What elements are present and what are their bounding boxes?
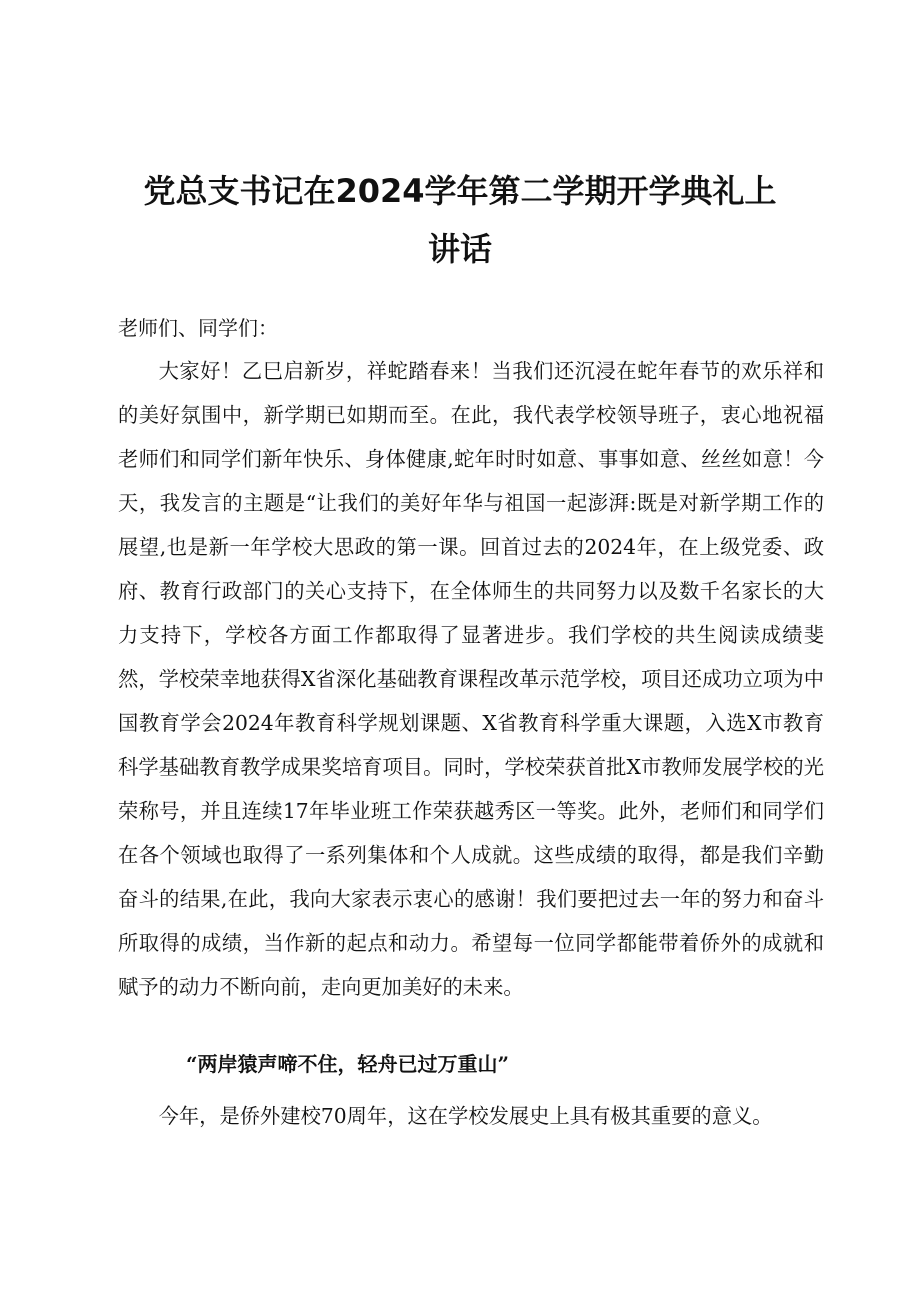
salutation: 老师们、同学们： xyxy=(118,316,278,340)
document-title xyxy=(60,162,860,278)
title-line-1: 党总支书记在2024学年第二学期开学典礼上 xyxy=(143,172,777,210)
title-line-2: 讲话 xyxy=(427,230,492,268)
section-heading: “两岸猿声啼不住，轻舟已过万重山” xyxy=(186,1052,510,1076)
body-paragraph-1: 大家好！乙巳启新岁，祥蛇踏春来！当我们还沉浸在蛇年春节的欢乐祥和的美好氛围中，新学期已如期而至。在此，我代表学校领导班子，衷心地祝福老师们和同学们新年快乐、身体健康,蛇年时时如意、事事如意、丝丝如意！今天，我发言的主题是“让我们的美好年华与祖国一起澎湃:既是对新学期工作的展望,也是新一年学校大思政的第一课。回首过去的2024年，在上级党委、政府、教育行政部门的关心支持下，在全体师生的共同努力以及数千名家长的大力支持下，学校各方面工作都取得了显著进步。我们学校的共生阅读成绩斐然，学校荣幸地获得X省深化基础教育课程改革示范学校，项目还成功立项为中国教育学会2024年教育科学规划课题、X省教育科学重大课题，入选X市教育科学基础教育教学成果奖培育项目。同时，学校荣获首批X市教师发展学校的光荣称号，并且连续17年毕业班工作荣获越秀区一等奖。此外，老师们和同学们在各个领域也取得了一系列集体和个人成就。这些成绩的取得，都是我们辛勤奋斗的结果,在此，我向大家表示衷心的感谢！我们要把过去一年的努力和奋斗所取得的成绩，当作新的起点和动力。希望每一位同学都能带着侨外的成就和赋予的动力不断向前，走向更加美好的未来。 xyxy=(118,359,824,999)
body-paragraph-2: 今年，是侨外建校70周年，这在学校发展史上具有极其重要的意义。 xyxy=(158,1104,773,1128)
